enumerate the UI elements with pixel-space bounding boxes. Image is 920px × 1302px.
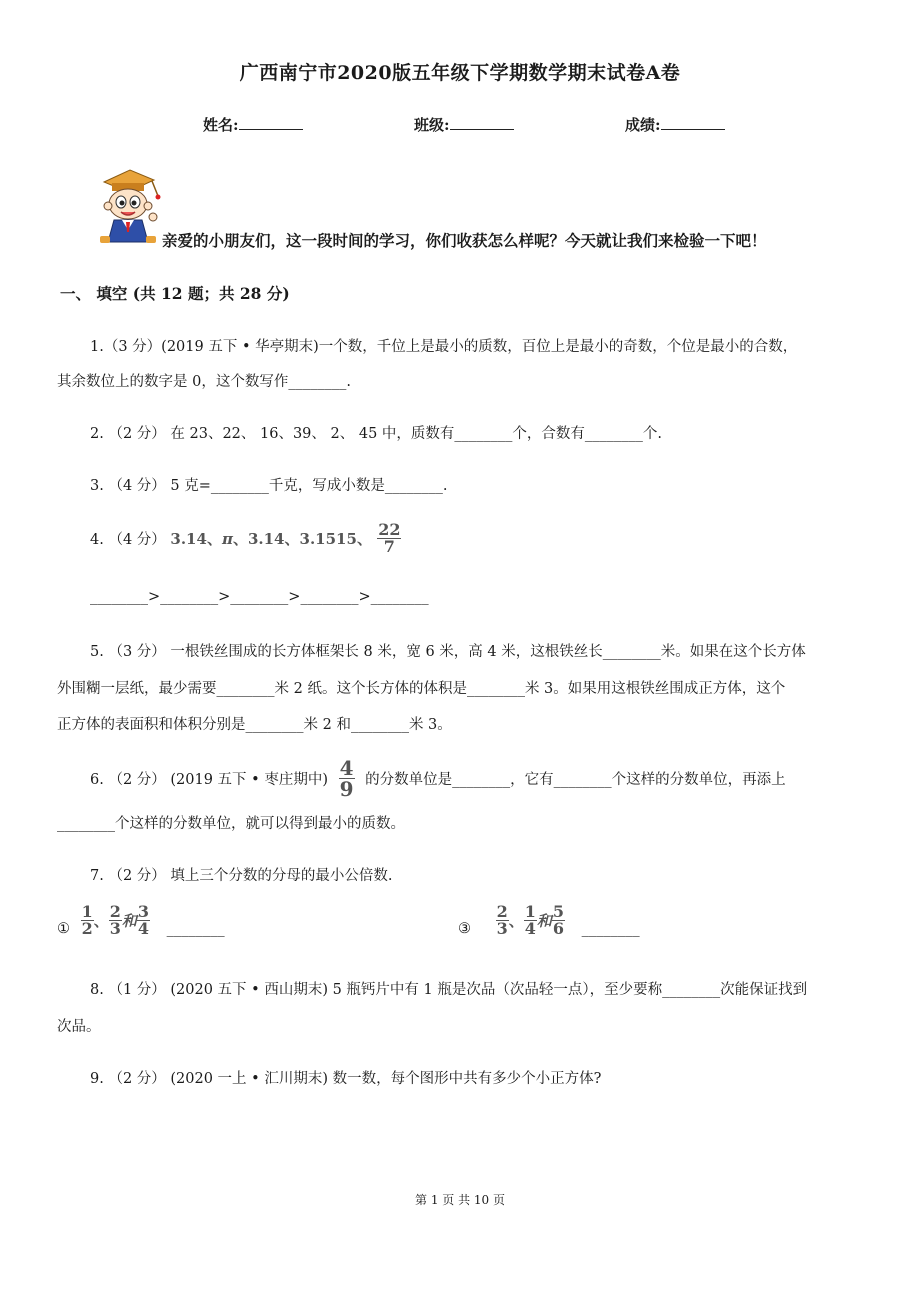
q7-a-blank[interactable]: ________ — [166, 921, 225, 937]
q7-a-frac-1: $\frac{1}{2}$ — [81, 902, 93, 938]
q7-b-frac-2: $\frac{1}{4}$ — [524, 902, 536, 938]
name-label: 姓名: — [203, 116, 239, 134]
q7-b-frac-1: $\frac{2}{3}$ — [496, 902, 508, 938]
section-heading-fill-blank: 一、 填空 (共 12 题；共 28 分) — [60, 284, 290, 303]
q2-text: 2. （2 分） 在 23、22、 16、39、 2、 45 中，质数有________个，合数有________个. — [90, 426, 663, 442]
q7-b-blank[interactable]: ________ — [581, 921, 640, 937]
q4-number-list: 3.14、π、3.14、3.1515、 — [170, 530, 372, 548]
q6-fraction — [339, 758, 355, 799]
greeting-text: 亲爱的小朋友们，这一段时间的学习，你们收获怎么样呢？今天就让我们来检验一下吧！ — [162, 232, 767, 250]
q3-text: 3. （4 分） 5 克=________千克，写成小数是________. — [90, 478, 448, 494]
score-label: 成绩: — [625, 116, 661, 134]
q9-text: 9. （2 分） (2020 一上 • 汇川期末) 数一数，每个图形中共有多少个小正方体? — [90, 1071, 602, 1087]
name-field[interactable] — [203, 114, 303, 135]
q4-answer-line[interactable]: ________>________>________>________>________ — [90, 589, 429, 605]
q5-line3: 正方体的表面积和体积分别是________米 2 和________米 3。 — [57, 717, 452, 733]
q4-item-1: 3.14 — [170, 530, 207, 548]
q1-line1: 1.（3 分）(2019 五下 • 华亭期末)一个数，千位上是最小的质数，百位上是最小的奇数，个位是最小的合数， — [90, 339, 798, 355]
q5-line2: 外围糊一层纸，最少需要________米 2 纸。这个长方体的体积是________米 3。如果用这根铁丝围成正方体，这个 — [57, 681, 786, 697]
q6-line1 — [90, 758, 786, 799]
q4-item-pi: π — [221, 530, 233, 548]
q6-line2: ________个这样的分数单位，就可以得到最小的质数。 — [57, 816, 405, 832]
class-blank[interactable] — [450, 115, 514, 130]
q8-line1: 8. （1 分） (2020 五下 • 西山期末) 5 瓶钙片中有 1 瓶是次品（次品轻一点），至少要称________次能保证找到 — [90, 982, 808, 998]
q4-line — [90, 522, 401, 555]
q6-frac-den: 9 — [339, 777, 354, 801]
q4-item-4: 3.1515 — [299, 530, 357, 548]
q4-prefix: 4. （4 分） — [90, 532, 166, 548]
q6-frac-num: 4 — [339, 756, 354, 780]
q4-item-3: 3.14 — [247, 530, 285, 548]
class-field[interactable] — [414, 114, 514, 135]
q7-b-label: ③ — [458, 921, 471, 937]
page-title: 广西南宁市2020版五年级下学期数学期末试卷A卷 — [239, 62, 681, 84]
q4-frac-num: 22 — [378, 520, 401, 539]
q8-line2: 次品。 — [57, 1019, 101, 1035]
score-blank[interactable] — [661, 115, 725, 130]
q7-b-frac-3: $\frac{5}{6}$ — [552, 902, 565, 938]
q7-a-label: ① — [57, 921, 70, 937]
q4-fraction — [377, 522, 401, 555]
q7-part-a: ① $\frac{1}{2}$ 、 $\frac{2}{3}$ 和 $\frac{3}{4}$ ________ — [57, 902, 225, 938]
q5-line1: 5. （3 分） 一根铁丝围成的长方体框架长 8 米，宽 6 米，高 4 米，这根铁丝长________米。如果在这个长方体 — [90, 644, 806, 660]
q7-a-frac-3: $\frac{3}{4}$ — [137, 902, 150, 938]
q7-text: 7. （2 分） 填上三个分数的分母的最小公倍数. — [90, 868, 393, 884]
q6-suffix: 的分数单位是________，它有________个这样的分数单位，再添上 — [365, 772, 786, 788]
score-field[interactable] — [625, 114, 725, 135]
mascot-illustration — [90, 166, 166, 246]
q7-a-frac-2: $\frac{2}{3}$ — [109, 902, 121, 938]
q6-prefix: 6. （2 分） (2019 五下 • 枣庄期中) — [90, 772, 328, 788]
page-footer: 第 1 页 共 10 页 — [415, 1193, 505, 1207]
name-blank[interactable] — [239, 115, 303, 130]
class-label: 班级: — [414, 116, 450, 134]
q1-line2: 其余数位上的数字是 0，这个数写作________. — [57, 374, 351, 390]
q4-frac-den: 7 — [377, 538, 401, 555]
q7-part-b: ③ $\frac{2}{3}$ 、 $\frac{1}{4}$ 和 $\frac{5}{6}$ ________ — [458, 902, 640, 938]
